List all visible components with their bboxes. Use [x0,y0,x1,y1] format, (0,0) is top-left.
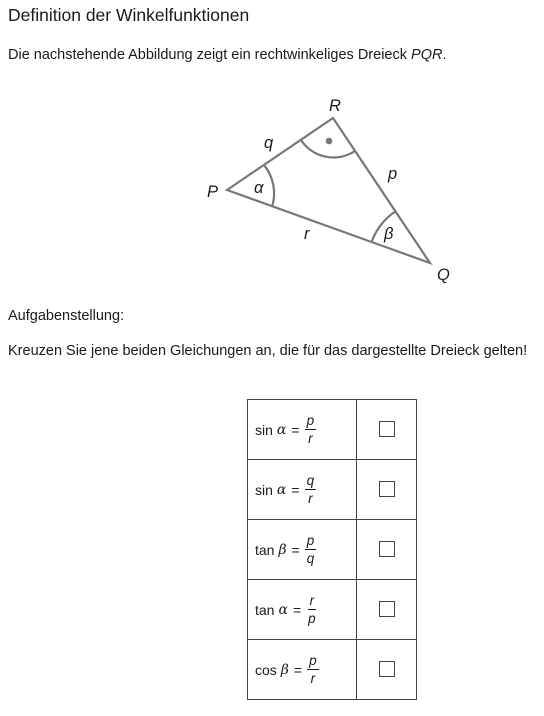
fraction-denominator: q [306,551,315,566]
right-angle-dot [326,138,333,145]
equation-angle: α [276,481,287,498]
equation-angle: α [276,421,287,438]
answer-row [248,400,417,460]
answer-checkbox-1[interactable] [379,421,395,437]
angle-alpha-arc [264,165,274,207]
fraction-denominator: r [308,491,313,506]
equation-equals: = [293,661,303,678]
equation-function: sin [255,421,273,438]
answer-row [248,520,417,580]
answer-row [248,640,417,700]
equation-function: tan [255,601,275,618]
checkbox-cell [357,460,417,520]
checkbox-cell [357,400,417,460]
equation-fraction [305,473,317,506]
fraction-denominator: r [308,431,313,446]
answer-checkbox-3[interactable] [379,541,395,557]
equation-fraction [305,413,317,446]
equation-function: tan [255,541,275,558]
checkbox-cell [357,580,417,640]
answer-checkbox-2[interactable] [379,481,395,497]
equation [255,653,319,686]
fraction-numerator: p [306,413,315,428]
equation-cell [248,640,357,700]
angle-label-beta: β [384,225,394,243]
answer-row [248,460,417,520]
equation-fraction [307,653,319,686]
fraction-numerator: r [309,593,315,608]
task-heading: Aufgabenstellung: [8,308,125,324]
triangle-figure [0,90,544,290]
intro-period: . [442,47,447,63]
fraction-numerator: q [306,473,315,488]
answer-checkbox-4[interactable] [379,601,395,617]
intro-text [8,46,446,64]
equation-cell [248,400,357,460]
answer-checkbox-5[interactable] [379,661,395,677]
vertex-label-R: R [329,97,341,115]
equation-cell [248,520,357,580]
checkbox-cell [357,640,417,700]
answer-row [248,580,417,640]
answer-table [247,399,417,700]
equation-equals: = [291,481,300,498]
equation-angle: α [278,601,288,618]
equation-equals: = [292,601,302,618]
equation-angle: β [280,661,289,678]
triangle-name: PQR [411,47,443,63]
equation-cell [248,580,357,640]
fraction-numerator: p [306,533,315,548]
fraction-denominator: r [310,671,316,686]
checkbox-cell [357,520,417,580]
equation-fraction [305,533,317,566]
equation-angle: β [278,541,287,558]
page-title: Definition der Winkelfunktionen [8,5,250,25]
equation-cell [248,460,357,520]
vertex-label-P: P [207,183,219,201]
angle-label-alpha: α [254,179,264,197]
task-instruction: Kreuzen Sie jene beiden Gleichungen an, die für das dargestellte Dreieck gelten! [8,343,528,359]
equation-function: sin [255,481,273,498]
equation [255,473,316,506]
equation [255,593,318,626]
equation [255,533,316,566]
equation [255,413,316,446]
equation-function: cos [255,661,277,678]
equation-fraction [306,593,318,626]
equation-equals: = [291,541,300,558]
intro-sentence: Die nachstehende Abbildung zeigt ein rechtwinkeliges Dreieck [8,47,412,63]
side-label-q: q [264,134,274,152]
fraction-denominator: p [308,611,316,626]
side-label-r: r [304,225,310,243]
vertex-label-Q: Q [437,266,450,284]
equation-equals: = [291,421,300,438]
fraction-numerator: p [309,653,317,668]
side-label-p: p [388,165,398,183]
